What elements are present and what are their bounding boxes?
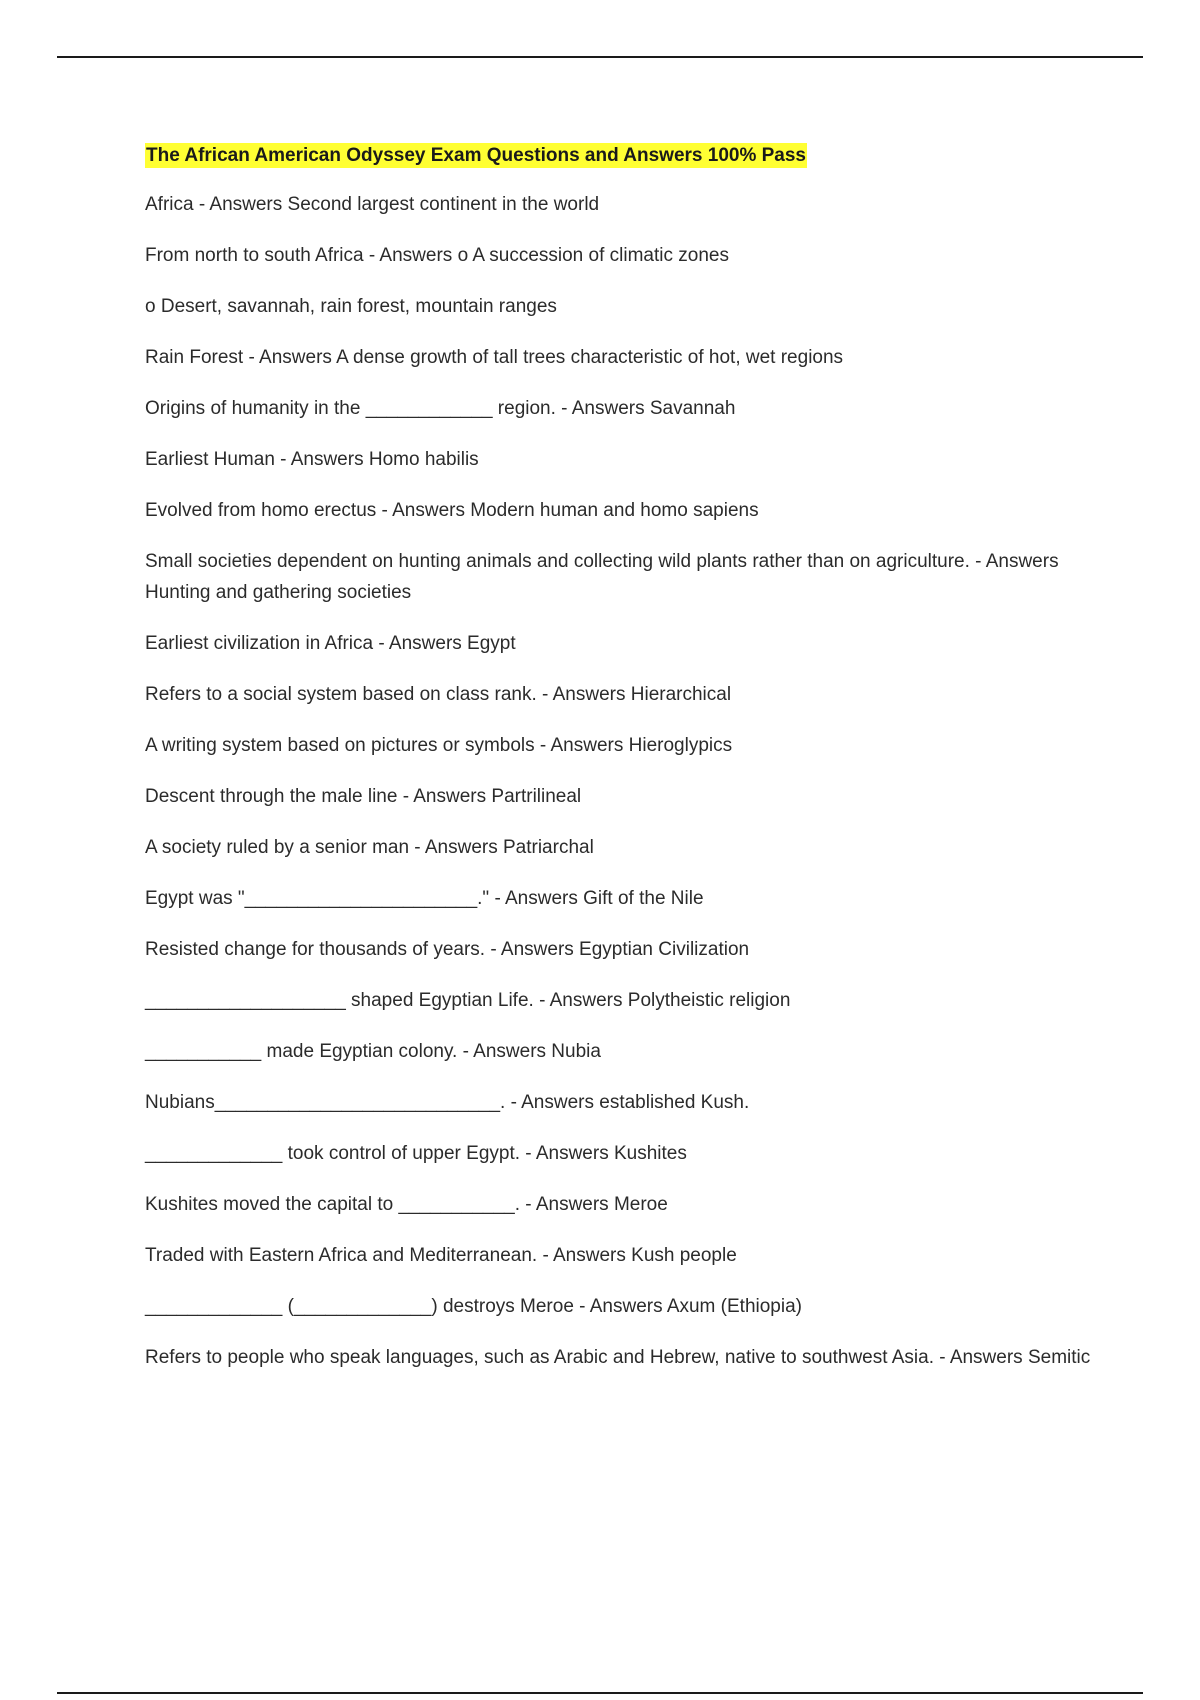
qa-item: Refers to a social system based on class rank. - Answers Hierarchical: [145, 683, 732, 705]
qa-item: Africa - Answers Second largest continent in the world: [145, 194, 600, 215]
qa-item: Evolved from homo erectus - Answers Modern human and homo sapiens: [145, 500, 759, 521]
qa-item: A society ruled by a senior man - Answers Patriarchal: [145, 836, 594, 858]
qa-item: A writing system based on pictures or symbols - Answers Hieroglypics: [145, 734, 733, 756]
qa-item: Traded with Eastern Africa and Mediterranean. - Answers Kush people: [145, 1244, 737, 1266]
qa-item: Resisted change for thousands of years. - Answers Egyptian Civilization: [145, 938, 750, 960]
qa-item: _____________ (_____________) destroys Meroe - Answers Axum (Ethiopia): [145, 1295, 802, 1317]
qa-item: Earliest Human - Answers Homo habilis: [145, 449, 479, 470]
qa-item: _____________ took control of upper Egypt. - Answers Kushites: [145, 1142, 687, 1164]
qa-item: Nubians___________________________. - Answers established Kush.: [145, 1091, 750, 1113]
qa-item: o Desert, savannah, rain forest, mountain ranges: [145, 296, 557, 317]
qa-item: ___________________ shaped Egyptian Life. - Answers Polytheistic religion: [145, 989, 791, 1011]
qa-item: Kushites moved the capital to ___________. - Answers Meroe: [145, 1193, 668, 1215]
qa-item: Origins of humanity in the ____________ region. - Answers Savannah: [145, 398, 736, 419]
document-body: [145, 143, 1095, 1394]
qa-item: ___________ made Egyptian colony. - Answers Nubia: [145, 1040, 601, 1062]
qa-item: Rain Forest - Answers A dense growth of tall trees characteristic of hot, wet regions: [145, 347, 844, 368]
qa-list: [145, 190, 1095, 1373]
page-top-rule: [57, 56, 1143, 58]
document-title: The African American Odyssey Exam Questions and Answers 100% Pass: [146, 145, 806, 166]
qa-item: Refers to people who speak languages, such as Arabic and Hebrew, native to southwest Asia. - Answers Semitic: [145, 1346, 1091, 1368]
qa-item: Earliest civilization in Africa - Answers Egypt: [145, 632, 516, 654]
qa-item: Descent through the male line - Answers Partrilineal: [145, 785, 582, 807]
qa-item: Small societies dependent on hunting animals and collecting wild plants rather than on agriculture. - Answers Hunting and gathering societies: [145, 551, 1059, 603]
qa-item: From north to south Africa - Answers o A succession of climatic zones: [145, 245, 729, 266]
qa-item: Egypt was "______________________." - Answers Gift of the Nile: [145, 887, 704, 909]
page-bottom-rule: [57, 1692, 1143, 1694]
